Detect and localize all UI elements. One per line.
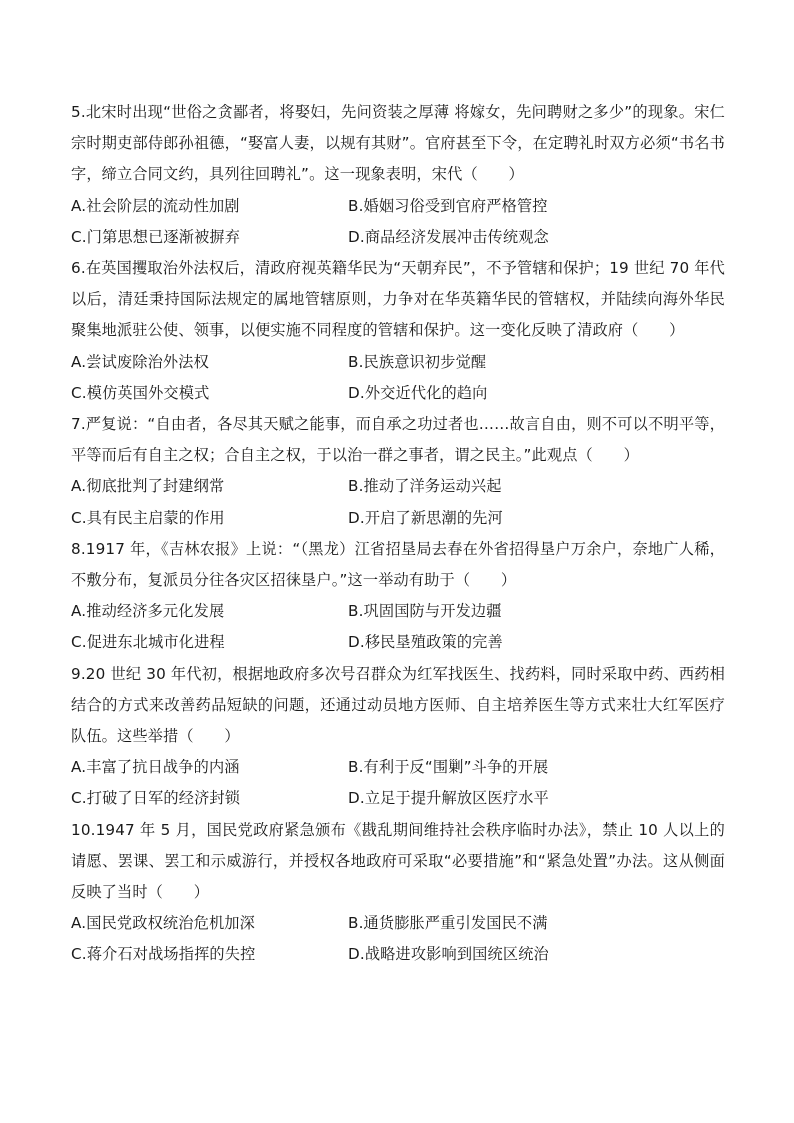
option-d: D.外交近代化的趋向 <box>348 383 488 402</box>
question-8 <box>71 534 725 659</box>
option-b: B.巩固国防与开发边疆 <box>348 602 502 621</box>
option-d: D.移民垦殖政策的完善 <box>348 633 503 652</box>
option-d: D.立足于提升解放区医疗水平 <box>348 789 549 808</box>
question-stem: 7.严复说：“自由者，各尽其天赋之能事，而自承之功过者也……故言自由，则不可以不明平等，平等而后有自主之权；合自主之权，于以治一群之事者，谓之民主。”此观点（ ） <box>71 415 725 465</box>
options-grid <box>71 347 725 409</box>
option-b: B.推动了洋务运动兴起 <box>348 477 502 496</box>
options-grid <box>71 752 725 814</box>
option-b: B.婚姻习俗受到官府严格管控 <box>348 196 548 215</box>
option-c: C.模仿英国外交模式 <box>71 383 210 402</box>
question-5 <box>71 97 725 253</box>
question-stem: 9.20 世纪 30 年代初，根据地政府多次号召群众为红军找医生、找药料，同时采取中药、西药相结合的方式来改善药品短缺的问题，还通过动员地方医师、自主培养医生等方式来壮大红军医疗队伍。这些举措（ ） <box>71 664 725 746</box>
options-grid <box>71 471 725 533</box>
question-10 <box>71 815 725 971</box>
option-c: C.具有民主启蒙的作用 <box>71 508 225 527</box>
option-d: D.商品经济发展冲击传统观念 <box>348 227 549 246</box>
option-c: C.打破了日军的经济封锁 <box>71 789 241 808</box>
question-stem: 8.1917 年，《吉林农报》上说：“（黑龙）江省招垦局去春在外省招得垦户万余户，奈地广人稀，不敷分布，复派员分往各灾区招徕垦户。”这一举动有助于（ ） <box>71 539 725 590</box>
question-stem: 6.在英国攫取治外法权后，清政府视英籍华民为“天朝弃民”，不予管辖和保护；19 世纪 70 年代以后，清廷秉持国际法规定的属地管辖原则，力争对在华英籍华民的管辖权，并陆续向海外华民聚集地派驻公使、领事，以便实施不同程度的管辖和保护。这一变化反映了清政府（ ） <box>71 259 725 340</box>
options-grid <box>71 596 725 658</box>
option-a: A.丰富了抗日战争的内涵 <box>71 758 240 777</box>
option-a: A.社会阶层的流动性加剧 <box>71 196 240 215</box>
option-a: A.国民党政权统治危机加深 <box>71 914 255 933</box>
option-d: D.战略进攻影响到国统区统治 <box>348 945 549 964</box>
option-b: B.通货膨胀严重引发国民不满 <box>348 914 548 933</box>
options-grid <box>71 908 725 970</box>
option-c: C.促进东北城市化进程 <box>71 633 225 652</box>
question-stem: 10.1947 年 5 月，国民党政府紧急颁布《戡乱期间维持社会秩序临时办法》，禁止 10 人以上的请愿、罢课、罢工和示威游行，并授权各地政府可采取“必要措施”和“紧急处置”办法。这从侧面反映了当时（ ） <box>71 820 725 902</box>
question-7 <box>71 409 725 534</box>
option-b: B.民族意识初步觉醒 <box>348 352 487 371</box>
exam-page <box>71 97 725 971</box>
question-9 <box>71 659 725 815</box>
question-stem: 5.北宋时出现“世俗之贪鄙者，将娶妇，先问资装之厚薄 将嫁女，先问聘财之多少”的现象。宋仁宗时期吏部侍郎孙祖德，“娶富人妻，以规有其财”。官府甚至下令，在定聘礼时双方必须“书名书字，缔立合同文约，具列往回聘礼”。这一现象表明，宋代（ ） <box>71 103 725 184</box>
option-a: A.彻底批判了封建纲常 <box>71 477 225 496</box>
option-c: C.蒋介石对战场指挥的失控 <box>71 945 256 964</box>
option-a: A.尝试废除治外法权 <box>71 352 209 371</box>
option-b: B.有利于反“围剿”斗争的开展 <box>348 758 549 777</box>
question-6 <box>71 253 725 409</box>
option-d: D.开启了新思潮的先河 <box>348 508 503 527</box>
options-grid <box>71 191 725 253</box>
option-c: C.门第思想已逐渐被摒弃 <box>71 227 241 246</box>
option-a: A.推动经济多元化发展 <box>71 602 225 621</box>
